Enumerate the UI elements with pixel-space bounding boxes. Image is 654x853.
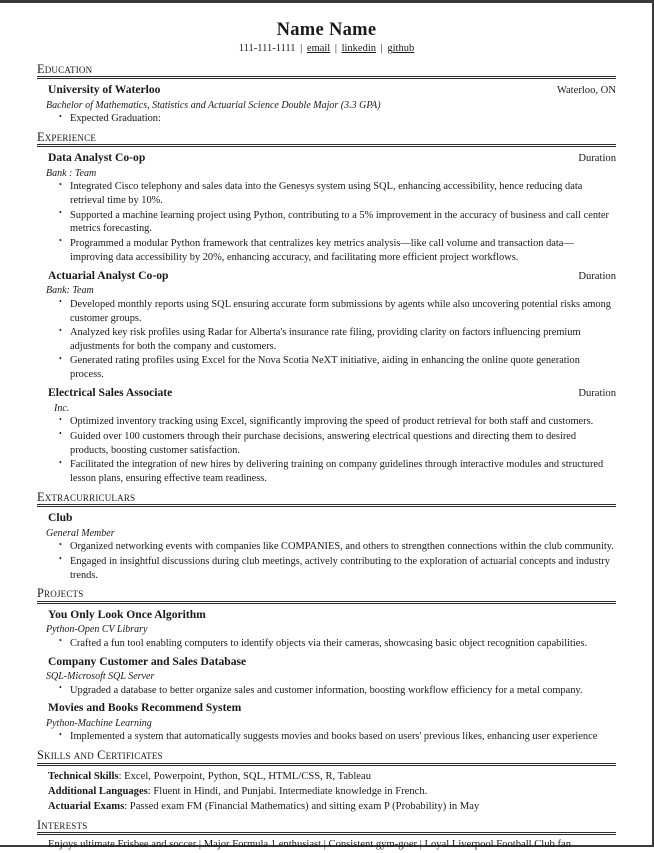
skills-list: [37, 769, 616, 814]
entry-bullet-list: [37, 112, 616, 126]
section-heading-education: Education: [37, 62, 616, 77]
entry: [37, 511, 616, 582]
section-skills: [37, 748, 616, 813]
skill-line: [37, 799, 616, 814]
phone-number: 111-111-1111: [238, 43, 296, 55]
entry-title: You Only Look Once Algorithm: [48, 607, 206, 621]
section-heading-skills: Skills and Certificates: [37, 748, 616, 763]
entry-header: [37, 151, 616, 165]
entry-meta: Duration: [578, 270, 616, 282]
entry: [37, 83, 616, 126]
entry-subtitle: Bachelor of Mathematics, Statistics and Actuarial Science Double Major (3.3 GPA): [46, 99, 381, 111]
entry: [37, 269, 616, 383]
section-rule-projects: [37, 603, 616, 604]
entry-bullet-list: [37, 298, 616, 383]
entry-subtitle: Inc.: [54, 402, 70, 414]
entry: [37, 701, 616, 744]
entry-meta: Duration: [578, 388, 616, 400]
entry-header: [37, 269, 616, 283]
skill-line: [37, 769, 616, 784]
section-rule-extracurriculars: [37, 506, 616, 507]
list-item: • Engaged in insightful discussions during club meetings, actively contributing to the exploration of actuarial concepts and industry trends.: [59, 555, 616, 583]
contact-separator-1: |: [300, 43, 303, 55]
entry-subtitle: General Member: [46, 527, 115, 539]
entry-meta: Duration: [578, 153, 616, 165]
list-item: • Supported a machine learning project using Python, contributing to a 5% improvement in the accuracy of business and call center metrics forecasting.: [59, 209, 616, 237]
list-item: • Programmed a modular Python framework that centralizes key metrics analysis—like call volume and transaction data—improving data accessibility by 20%, enhancing accuracy, and facilitating more efficient project workflows.: [59, 237, 616, 265]
entry-title: Company Customer and Sales Database: [48, 654, 247, 668]
contact-separator-2: |: [334, 43, 337, 55]
entry-bullet-list: [37, 540, 616, 582]
section-heading-experience: Experience: [37, 130, 616, 145]
interests-text: Enjoys ultimate Frisbee and soccer | Major Formula 1 enthusiast | Consistent gym-goer | Loyal Liverpool Football Club fan: [48, 838, 572, 850]
skill-value: : Fluent in Hindi, and Punjabi. Intermediate knowledge in French.: [147, 785, 428, 797]
list-item: • Upgraded a database to better organize sales and customer information, boosting workflow efficiency for a metal company.: [59, 684, 616, 698]
section-interests: [37, 818, 616, 853]
entry-header: [37, 386, 616, 400]
entry-header: [37, 701, 616, 715]
page-title: Name Name: [276, 20, 377, 40]
section-projects: [37, 586, 616, 744]
skill-label: Actuarial Exams: [48, 800, 125, 812]
list-item: • Analyzed key risk profiles using Radar for Alberta's insurance rate filing, providing clarity on factors influencing premium adjustments for both the company and customers.: [59, 326, 616, 354]
entry: [37, 386, 616, 486]
section-experience: [37, 130, 616, 486]
list-item: • Crafted a fun tool enabling computers to identify objects via their cameras, showcasing basic object recognition capabilities.: [59, 637, 616, 651]
skill-line: [37, 784, 616, 799]
entry-title: Electrical Sales Associate: [48, 386, 173, 400]
entry: [37, 151, 616, 265]
section-extracurriculars: [37, 490, 616, 582]
resume-sections: [37, 62, 616, 744]
entry-header: [37, 511, 616, 525]
github-link[interactable]: github: [387, 43, 415, 55]
entry-subtitle: Python-Machine Learning: [46, 717, 152, 729]
section-rule-education: [37, 78, 616, 79]
list-item: • Implemented a system that automatically suggests movies and books based on users' previous likes, enhancing user experience: [59, 730, 616, 744]
skill-value: : Excel, Powerpoint, Python, SQL, HTML/CSS, R, Tableau: [118, 770, 371, 782]
entry-title: University of Waterloo: [48, 83, 161, 97]
section-heading-projects: Projects: [37, 586, 616, 601]
entry-bullet-list: [37, 637, 616, 651]
entry-title: Actuarial Analyst Co-op: [48, 268, 169, 282]
email-link[interactable]: email: [306, 43, 331, 55]
entry-bullet-list: [37, 730, 616, 744]
entry-header: [37, 608, 616, 622]
list-item: • Generated rating profiles using Excel for the Nova Scotia NeXT initiative, aiding in enhancing the online quote generation process.: [59, 354, 616, 382]
entry-subtitle: Bank : Team: [46, 167, 97, 179]
entry-subtitle: Bank: Team: [46, 285, 94, 297]
entry-subtitle: Python-Open CV Library: [46, 624, 148, 636]
entry-subtitle: SQL-Microsoft SQL Server: [46, 671, 155, 683]
list-item: • Optimized inventory tracking using Excel, significantly improving the speed of product retrieval for both staff and customers.: [59, 415, 616, 429]
list-item: • Guided over 100 customers through their purchase decisions, answering electrical questions and directing them to desired products, boosting customer satisfaction.: [59, 430, 616, 458]
section-rule-skills: [37, 765, 616, 766]
resume-header: [37, 20, 616, 56]
skill-label: Technical Skills: [48, 770, 119, 782]
list-item: • Expected Graduation:: [59, 112, 616, 126]
linkedin-link[interactable]: linkedin: [341, 43, 377, 55]
entry-bullet-list: [37, 180, 616, 265]
entry-title: Movies and Books Recommend System: [48, 701, 242, 715]
section-heading-extracurriculars: Extracurriculars: [37, 490, 616, 505]
entry-bullet-list: [37, 684, 616, 698]
entry-title: Data Analyst Co-op: [48, 151, 146, 165]
entry: [37, 655, 616, 698]
entry-bullet-list: [37, 415, 616, 486]
list-item: • Developed monthly reports using SQL ensuring accurate form submissions by agents while also uncovering potential risks among customer groups.: [59, 298, 616, 326]
list-item: • Integrated Cisco telephony and sales data into the Genesys system using SQL, enhancing accessibility, hence reducing data retrieval time by 10%.: [59, 180, 616, 208]
list-item: • Facilitated the integration of new hires by delivering training on company guidelines through interactive modules and structured lesson plans, ensuring effective team readiness.: [59, 458, 616, 486]
entry-meta: Waterloo, ON: [556, 85, 616, 97]
entry-title: Club: [48, 511, 73, 525]
entry-header: [37, 655, 616, 669]
section-education: [37, 62, 616, 126]
section-heading-interests: Interests: [37, 818, 616, 833]
contact-separator-3: |: [380, 43, 383, 55]
entry-header: [37, 83, 616, 97]
section-rule-experience: [37, 146, 616, 147]
contact-line: [37, 43, 616, 56]
list-item: • Organized networking events with companies like COMPANIES, and others to strengthen connections within the club community.: [59, 540, 616, 554]
entry: [37, 608, 616, 651]
skill-label: Additional Languages: [48, 785, 148, 797]
section-rule-interests: [37, 834, 616, 835]
skill-value: : Passed exam FM (Financial Mathematics) and sitting exam P (Probability) in May: [124, 800, 480, 812]
